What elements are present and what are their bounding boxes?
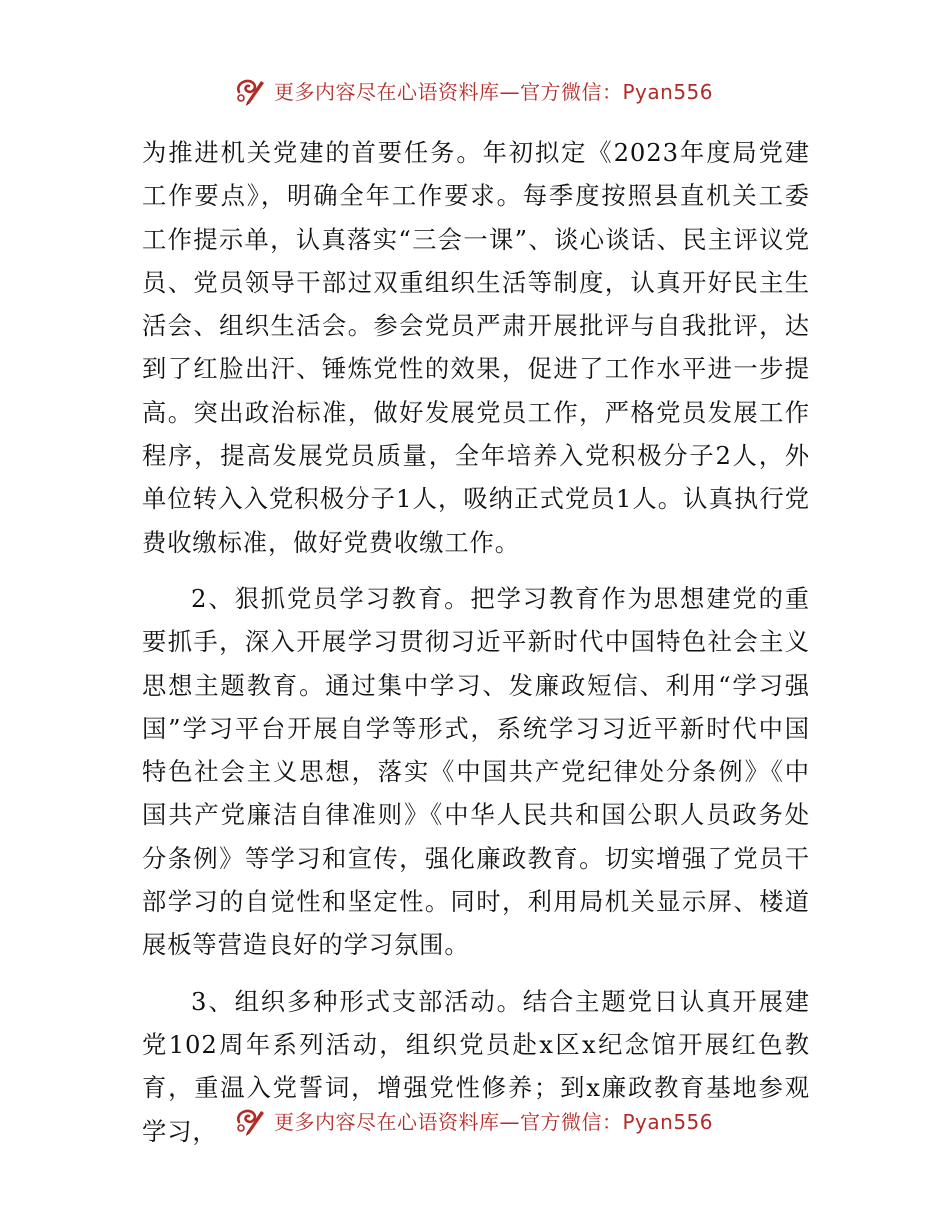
watermark-text: 更多内容尽在心语资料库—官方微信：Pyan556: [274, 1109, 714, 1134]
document-body: [142, 131, 810, 1153]
watermark-text: 更多内容尽在心语资料库—官方微信：Pyan556: [274, 79, 714, 104]
watermark-header: [232, 70, 713, 110]
pen-logo-icon: [232, 1102, 268, 1138]
paragraph-branch-activities: 3、组织多种形式支部活动。结合主题党日认真开展建党102周年系列活动，组织党员赴x区x纪念馆开展红色教育，重温入党誓词，增强党性修养；到x廉政教育基地参观学习，: [142, 986, 810, 1146]
paragraph-party-building: 为推进机关党建的首要任务。年初拟定《2023年度局党建工作要点》，明确全年工作要求。每季度按照县直机关工委工作提示单，认真落实“三会一课”、谈心谈话、民主评议党员、党员领导干部过双重组织生活等制度，认真开好民主生活会、组织生活会。参会党员严肃开展批评与自我批评，达到了红脸出汗、锤炼党性的效果，促进了工作水平进一步提高。突出政治标准，做好发展党员工作，严格党员发展工作程序，提高发展党员质量，全年培养入党积极分子2人，外单位转入入党积极分子1人，吸纳正式党员1人。认真执行党费收缴标准，做好党费收缴工作。: [142, 138, 810, 557]
watermark-footer: [232, 1100, 713, 1140]
paragraph-study-education: 2、狠抓党员学习教育。把学习教育作为思想建党的重要抓手，深入开展学习贯彻习近平新时代中国特色社会主义思想主题教育。通过集中学习、发廉政短信、利用“学习强国”学习平台开展自学等形式，系统学习习近平新时代中国特色社会主义思想，落实《中国共产党纪律处分条例》《中国共产党廉洁自律准则》《中华人民共和国公职人员政务处分条例》等学习和宣传，强化廉政教育。切实增强了党员干部学习的自觉性和坚定性。同时，利用局机关显示屏、楼道展板等营造良好的学习氛围。: [142, 583, 810, 960]
pen-logo-icon: [232, 72, 268, 108]
